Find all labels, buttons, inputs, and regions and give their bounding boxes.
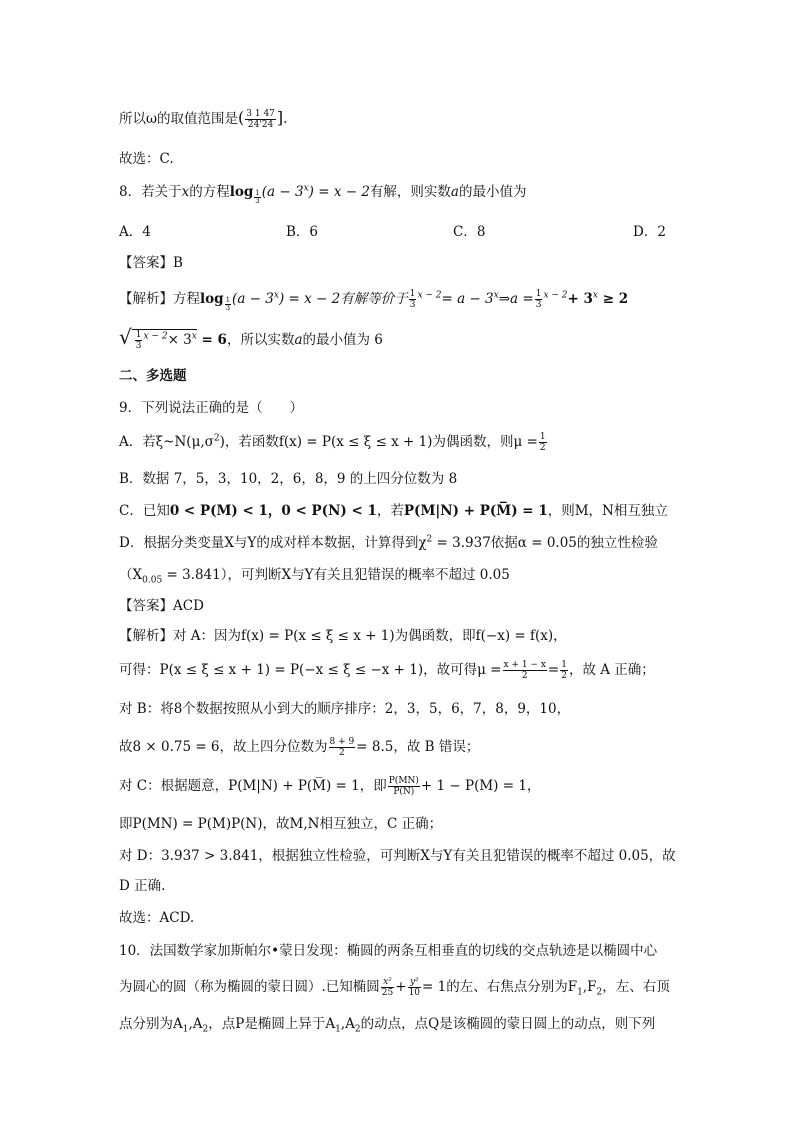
- fraction: $\frac{3 1 47}{24'24}$: [246, 109, 275, 130]
- q9-option-b: B．数据 7，5，3，10，2，6，8，9 的上四分位数为 8: [119, 471, 458, 487]
- q9-option-c: C．已知0 < P(M) < 1，0 < P(N) < 1，若P(M|N) + P(M̅) = 1，则M，N相互独立: [119, 503, 668, 519]
- explanation-9-line8: D 正确.: [119, 878, 166, 894]
- option-c: C．8: [453, 224, 486, 240]
- question-9: 9．下列说法正确的是（ ）: [119, 400, 304, 416]
- question-10-line2: 为圆心的圆（称为椭圆的蒙日圆）.已知椭圆 $\frac{\text{x²}}{25}$ + $\frac{\text{y²}}{10}$ = 1的左、右焦点分别为$F_1,F_2$，左、右顶: [119, 977, 670, 998]
- question-10-line1: 10．法国数学家加斯帕尔•蒙日发现：椭圆的两条互相垂直的切线的交点轨迹是以椭圆中心: [119, 943, 658, 959]
- explanation-9-line5: 对 C：根据题意，P(M|N) + P(M̅) = 1，即 $\frac{P(MN)}{P(N)}$ + 1 − P(M) = 1，: [119, 776, 541, 797]
- answer-8: 【答案】B: [119, 255, 183, 271]
- option-b: B．6: [286, 224, 319, 240]
- explanation-9-line1: 【解析】对 A：因为f(x) = P(x ≤ ξ ≤ x + 1)为偶函数，即f(−x) = f(x)，: [119, 628, 567, 644]
- explanation-8-line2: √ $\frac{1}{3}$ $^{x - 2}\times 3^x = 6$，所以实数a的最小值为 6: [119, 325, 383, 351]
- q9-option-a: A．若$\xi\sim N(\mu,\sigma^2)$，若函数f(x) = P(x ≤ ξ ≤ x + 1)为偶函数，则μ = $\frac{1}{2}$: [119, 432, 546, 453]
- explanation-9-line4: 故8 × 0.75 = 6，故上四分位数为 $\frac{8 + 9}{2}$ = 8.5，故 B 错误；: [119, 737, 480, 758]
- q9-option-d: D．根据分类变量X与Y的成对样本数据，计算得到$\chi^2 = 3.937$依据α = 0.05的独立性检验: [119, 534, 658, 551]
- section-heading: 二、多选题: [119, 368, 187, 384]
- explanation-8: 【解析】方程log $_{\frac{1}{3}}$ $(a - 3^x) = x - 2$有解等价于 $\frac{1}{3}$ $^{x - 2}= a - 3^x\Rightarrow a$ = $\frac{1}{3}$ $^{x - 2}+ 3^x \ge 2$: [119, 289, 629, 312]
- explanation-9-line3: 对 B：将8个数据按照从小到大的顺序排序：2，3，5，6，7，8，9，10，: [119, 701, 571, 717]
- answer-9: 【答案】ACD: [119, 598, 204, 614]
- text: 所以ω的取值范围是: [119, 111, 239, 127]
- text-line: 所以ω的取值范围是( $\frac{3 1 47}{24'24}$ ].: [119, 108, 288, 130]
- text-line: 故选：C.: [119, 151, 174, 167]
- explanation-9-line6: 即P(MN) = P(M)P(N)，故M,N相互独立，C 正确；: [119, 816, 443, 832]
- explanation-9-line7: 对 D：3.937 > 3.841，根据独立性检验，可判断X与Y有关且犯错误的概率不超过 0.05，故: [119, 848, 676, 864]
- option-d: D．2: [633, 224, 666, 240]
- question-10-line3: 点分别为$A_1,A_2$，点P是椭圆上异于$A_1,A_2$的动点，点Q是该椭圆的蒙日圆上的动点，则下列: [119, 1016, 656, 1035]
- question-8: 8．若关于x的方程log $_{\frac{1}{3}}$ $(a - 3^x) = x - 2$有解，则实数a的最小值为: [119, 183, 527, 205]
- q9-option-d-line2: $(X_{0.05} = 3.841)$，可判断X与Y有关且犯错误的概率不超过 0.05: [119, 567, 510, 586]
- option-a: A．4: [119, 224, 151, 240]
- explanation-9-line9: 故选：ACD.: [119, 910, 195, 926]
- explanation-9-line2: 可得：P(x ≤ ξ ≤ x + 1) = P(−x ≤ ξ ≤ −x + 1)，故可得μ = $\frac{x + 1 - x}{2}$ = $\frac{1}{2}$ ，故 A 正确；: [119, 660, 655, 681]
